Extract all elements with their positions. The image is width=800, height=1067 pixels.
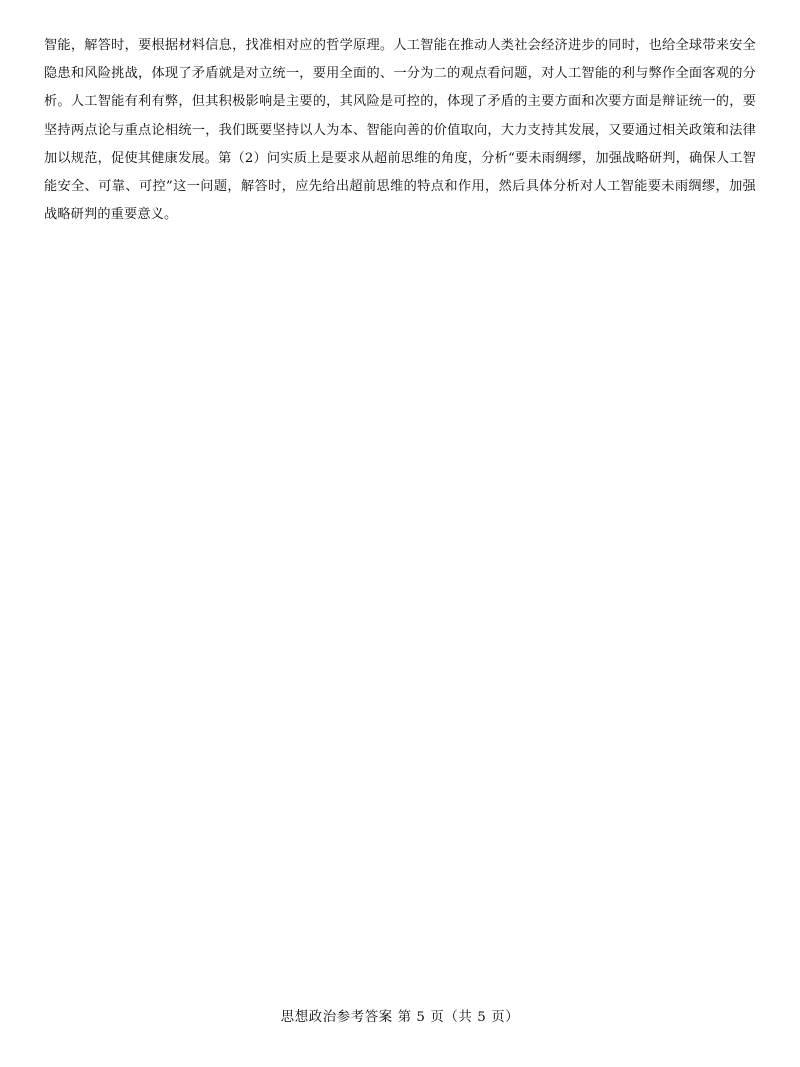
page-footer bbox=[0, 1006, 800, 1025]
paragraph-text: 智能，解答时，要根据材料信息，找准相对应的哲学原理。人工智能在推动人类社会经济进步的同时，也给全球带来安全隐患和风险挑战，体现了矛盾就是对立统一，要用全面的、一分为二的观点看问题，对人工智能的利与弊作全面客观的分析。人工智能有利有弊，但其积极影响是主要的，其风险是可控的，体现了矛盾的主要方面和次要方面是辩证统一的，要坚持两点论与重点论相统一，我们既要坚持以人为本、智能向善的价值取向，大力支持其发展，又要通过相关政策和法律加以规范，促使其健康发展。第（2）问实质上是要求从超前思维的角度，分析“要未雨绸缪，加强战略研判，确保人工智能安全、可靠、可控”这一问题，解答时，应先给出超前思维的特点和作用，然后具体分析对人工智能要未雨绸缪，加强战略研判的重要意义。 bbox=[44, 38, 756, 223]
answer-explanation-paragraph bbox=[44, 32, 756, 229]
footer-label: 思想政治参考答案 第 5 页（共 5 页） bbox=[280, 1010, 520, 1025]
